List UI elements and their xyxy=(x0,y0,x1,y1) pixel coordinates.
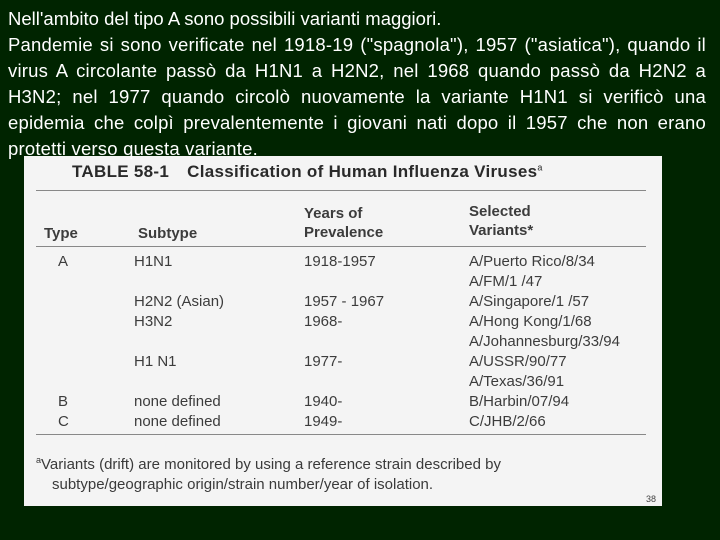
row-type: A xyxy=(58,253,69,270)
row-years: 1940- xyxy=(304,393,343,410)
page-number: 38 xyxy=(646,494,657,504)
row-variant: A/Texas/36/91 xyxy=(469,373,565,390)
row-years: 1949- xyxy=(304,413,343,430)
row-subtype: none defined xyxy=(134,413,221,430)
table-number: TABLE 58-1 xyxy=(72,162,170,181)
header-years xyxy=(304,204,383,242)
header-type: Type xyxy=(44,225,78,242)
table-bottom-rule xyxy=(36,434,646,435)
header-variants-line1: Selected xyxy=(469,203,531,220)
row-subtype: H1 N1 xyxy=(134,353,177,370)
row-type: B xyxy=(58,393,69,410)
table-header-rule xyxy=(36,246,646,247)
slide-paragraph: Pandemie si sono verificate nel 1918-19 ("spagnola"), 1957 ("asiatica"), quando il virus A circolante passò da H1N1 a H2N2, nel 1968 quando passò da H2N2 a H3N2; nel 1977 quando circolò nuovamente la variante H1N1 si verificò una epidemia che colpì prevalentemente i giovani nati dopo il 1957 che non erano protetti verso questa variante. xyxy=(8,34,706,159)
slide-heading: Nell'ambito del tipo A sono possibili varianti maggiori. xyxy=(8,8,442,29)
table-title-text: Classification of Human Influenza Viruses xyxy=(187,162,538,181)
header-subtype: Subtype xyxy=(138,225,198,242)
row-subtype: none defined xyxy=(134,393,221,410)
row-variant: A/Singapore/1 /57 xyxy=(469,293,590,310)
row-years: 1977- xyxy=(304,353,343,370)
row-variant: A/Hong Kong/1/68 xyxy=(469,313,592,330)
row-variant: A/Puerto Rico/8/34 xyxy=(469,253,595,270)
footnote-line1: Variants (drift) are monitored by using a reference strain described by xyxy=(41,456,501,473)
row-subtype: H2N2 (Asian) xyxy=(134,293,225,310)
header-variants xyxy=(469,202,533,240)
row-years: 1957 - 1967 xyxy=(304,293,385,310)
row-variant: C/JHB/2/66 xyxy=(469,413,546,430)
influenza-classification-table xyxy=(24,156,662,506)
row-subtype: H1N1 xyxy=(134,253,173,270)
table-title xyxy=(72,162,543,182)
row-type: C xyxy=(58,413,69,430)
row-variant: A/FM/1 /47 xyxy=(469,273,543,290)
table-top-rule xyxy=(36,190,646,191)
header-variants-line2: Variants* xyxy=(469,222,534,239)
table-footnote xyxy=(36,450,501,495)
header-years-line2: Prevalence xyxy=(304,224,384,241)
row-years: 1918-1957 xyxy=(304,253,376,270)
table-title-mark: a xyxy=(537,162,543,173)
header-years-line1: Years of xyxy=(304,205,363,222)
row-variant: A/Johannesburg/33/94 xyxy=(469,333,620,350)
row-subtype: H3N2 xyxy=(134,313,173,330)
slide-body-text xyxy=(8,6,706,162)
row-years: 1968- xyxy=(304,313,343,330)
footnote-line2: subtype/geographic origin/strain number/year of isolation. xyxy=(52,476,434,493)
row-variant: A/USSR/90/77 xyxy=(469,353,567,370)
row-variant: B/Harbin/07/94 xyxy=(469,393,570,410)
footnote-mark: a xyxy=(36,455,42,465)
